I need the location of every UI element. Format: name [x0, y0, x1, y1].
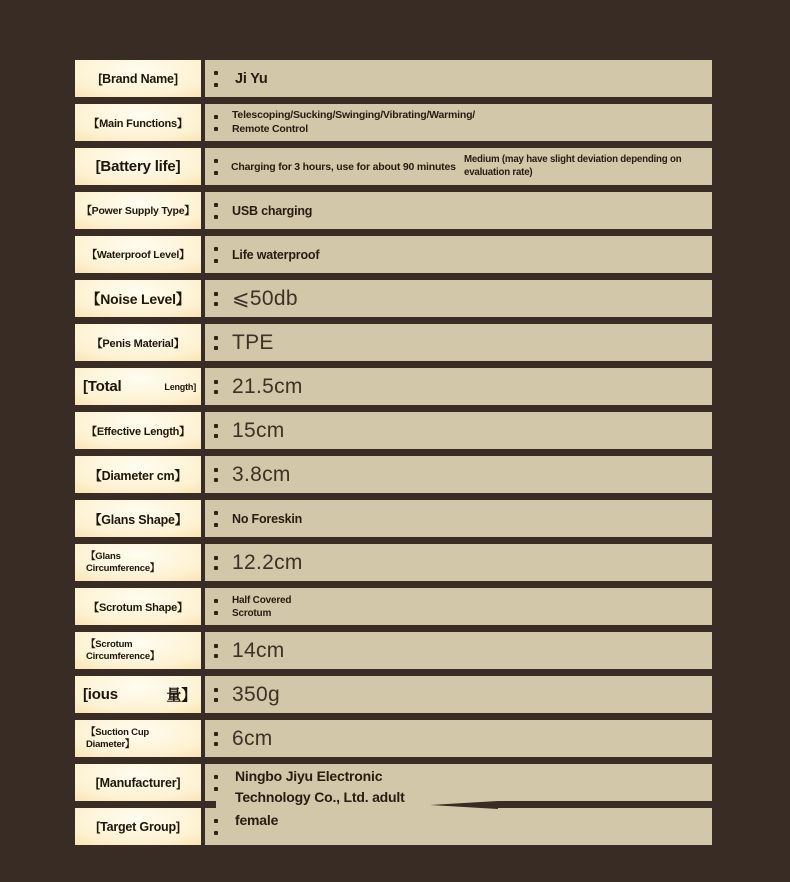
- spec-value-text: 12.2cm: [232, 550, 303, 574]
- spec-value-glans-circumference: [205, 544, 712, 581]
- spec-label-brand-name: [Brand Name]: [75, 60, 201, 97]
- spec-label-battery-life: [Battery life]: [75, 148, 201, 185]
- spec-value-power-supply: [205, 192, 712, 229]
- value-line-2: Remote Control: [232, 122, 308, 135]
- value-line-1: Telescoping/Sucking/Swinging/Vibrating/Warming/: [232, 109, 476, 122]
- spec-value-weight: [205, 676, 712, 713]
- spec-value-text: USB charging: [232, 203, 313, 218]
- colon-separator: [214, 819, 218, 835]
- colon-separator: [214, 292, 218, 306]
- spec-row-penis-material: [75, 324, 712, 361]
- colon-separator: [214, 336, 218, 350]
- spec-value-text: ⩽50db: [232, 287, 298, 310]
- colon-separator: [214, 159, 218, 175]
- spec-row-weight: [75, 676, 712, 713]
- label-main-text: [Total: [83, 378, 122, 395]
- spec-label-penis-material: 【Penis Material】: [75, 324, 201, 361]
- value-line-2: Scrotum: [232, 607, 272, 619]
- spec-value-noise-level: [205, 280, 712, 317]
- spec-table: [75, 60, 712, 845]
- spec-value-scrotum-shape: [205, 588, 712, 625]
- spec-value-text: Life waterproof: [232, 247, 320, 262]
- value-line-2: Technology Co., Ltd. adult: [235, 789, 405, 805]
- spec-value-penis-material: [205, 324, 712, 361]
- spec-row-noise-level: [75, 280, 712, 317]
- label-line-2: Diameter】: [86, 738, 135, 750]
- spec-value-battery-life: [205, 148, 712, 185]
- spec-value-text: 21.5cm: [232, 374, 303, 398]
- spec-label-manufacturer: [Manufacturer]: [75, 764, 201, 801]
- colon-separator: [214, 468, 218, 482]
- spec-row-total-length: [75, 368, 712, 405]
- spec-label-noise-level: 【Noise Level】: [75, 280, 201, 317]
- value-line-1: Ningbo Jiyu Electronic: [235, 768, 383, 784]
- colon-separator: [214, 732, 218, 746]
- spec-label-scrotum-circumference: [75, 632, 201, 669]
- label-sub-text: Length]: [164, 381, 196, 392]
- spec-value-text: Ji Yu: [235, 70, 268, 87]
- spec-value-text: TPE: [232, 330, 274, 354]
- label-line-1: 【Scrotum: [86, 639, 133, 651]
- label-line-1: 【Glans: [86, 551, 121, 563]
- spec-value-glans-shape: [205, 500, 712, 537]
- spec-label-main-functions: 【Main Functions】: [75, 104, 201, 141]
- spec-row-glans-shape: [75, 500, 712, 537]
- spec-label-target-group: [Target Group]: [75, 808, 201, 845]
- spec-label-glans-circumference: [75, 544, 201, 581]
- colon-separator: [214, 424, 218, 438]
- spec-value-text: 14cm: [232, 638, 285, 662]
- spec-label-waterproof: 【Waterproof Level】: [75, 236, 201, 273]
- value-line-1: Half Covered: [232, 594, 292, 606]
- spec-row-waterproof: [75, 236, 712, 273]
- label-line-1: 【Suction Cup: [86, 727, 150, 739]
- spec-value-text: Charging for 3 hours, use for about 90 minutes: [231, 160, 456, 173]
- colon-separator: [214, 688, 218, 702]
- colon-separator: [214, 644, 218, 658]
- spec-label-total-length: [75, 368, 201, 405]
- colon-separator: [214, 203, 218, 219]
- colon-separator: [214, 556, 218, 570]
- colon-separator: [214, 775, 218, 791]
- spec-value-text: female: [235, 812, 279, 828]
- spec-value-text: 350g: [232, 682, 280, 706]
- spec-label-glans-shape: 【Glans Shape】: [75, 500, 201, 537]
- spec-value-text: [235, 766, 405, 808]
- label-line-2: Circumference】: [86, 562, 160, 574]
- spec-value-text: [232, 594, 291, 620]
- brush-stroke-decoration: [430, 801, 498, 809]
- spec-row-manufacturer: [75, 764, 712, 805]
- spec-value-text: [232, 109, 475, 135]
- spec-value-effective-length: [205, 412, 712, 449]
- colon-separator: [214, 511, 218, 527]
- spec-row-power-supply: [75, 192, 712, 229]
- spec-value-diameter: [205, 456, 712, 493]
- spec-value-scrotum-circumference: [205, 632, 712, 669]
- spec-label-diameter: 【Diameter cm】: [75, 456, 201, 493]
- spec-row-scrotum-shape: [75, 588, 712, 625]
- spec-row-suction-cup: [75, 720, 712, 757]
- spec-row-target-group: [75, 808, 712, 845]
- label-line-2: Circumference】: [86, 650, 160, 662]
- spec-label-effective-length: 【Effective Length】: [75, 412, 201, 449]
- spec-row-diameter: [75, 456, 712, 493]
- spec-value-text: 15cm: [232, 418, 285, 442]
- spec-value-total-length: [205, 368, 712, 405]
- spec-value-text: No Foreskin: [232, 511, 303, 526]
- gap-left-nub: [205, 801, 216, 808]
- colon-separator: [214, 115, 218, 131]
- spec-row-main-functions: [75, 104, 712, 141]
- spec-row-brand-name: [75, 60, 712, 97]
- spec-value-waterproof: [205, 236, 712, 273]
- spec-row-glans-circumference: [75, 544, 712, 581]
- spec-label-suction-cup: [75, 720, 201, 757]
- colon-separator: [214, 599, 218, 615]
- spec-value-text: 6cm: [232, 726, 273, 750]
- spec-value-target-group: [205, 808, 712, 845]
- spec-row-scrotum-circumference: [75, 632, 712, 669]
- colon-separator: [214, 380, 218, 394]
- colon-separator: [214, 71, 218, 87]
- spec-row-effective-length: [75, 412, 712, 449]
- spec-value-main-functions: [205, 104, 712, 141]
- label-sub-text: 量】: [166, 687, 196, 704]
- spec-value-suction-cup: [205, 720, 712, 757]
- colon-separator: [214, 247, 218, 263]
- spec-value-brand-name: [205, 60, 712, 97]
- spec-label-scrotum-shape: 【Scrotum Shape】: [75, 588, 201, 625]
- label-main-text: [ious: [83, 686, 118, 703]
- spec-row-battery-life: [75, 148, 712, 185]
- spec-value-manufacturer: [205, 764, 712, 805]
- battery-note-text: Medium (may have slight deviation depending on evaluation rate): [464, 153, 682, 178]
- spec-label-power-supply: 【Power Supply Type】: [75, 192, 201, 229]
- spec-value-text: 3.8cm: [232, 462, 291, 486]
- spec-label-weight: [75, 676, 201, 713]
